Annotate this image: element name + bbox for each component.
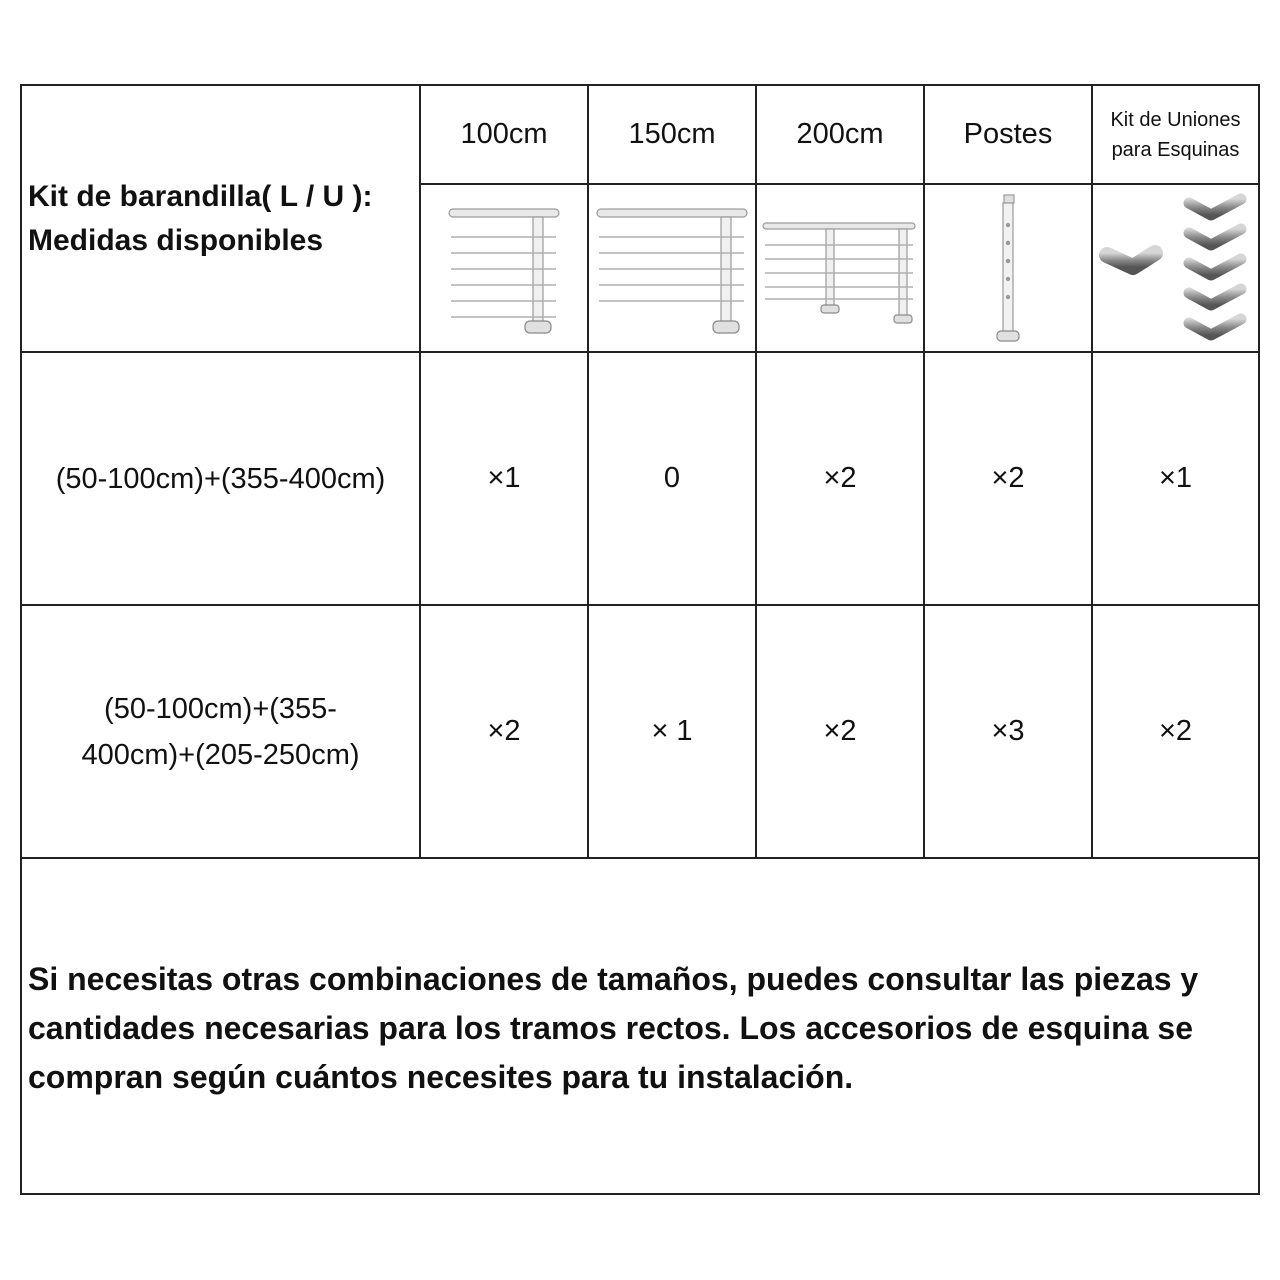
footer-note-line: cantidades necesarias para los tramos rectos. Los accesorios de esquina se <box>28 1010 1193 1046</box>
combination-text: (50-100cm)+(355- <box>104 692 337 725</box>
column-header-label: Postes <box>963 118 1053 150</box>
column-header-label: Kit de Uniones <box>1110 108 1241 131</box>
combination-text: (50-100cm)+(355-400cm) <box>55 462 386 495</box>
quantity-value: ×2 <box>823 715 857 747</box>
table-cell <box>589 606 755 857</box>
table-title <box>28 175 372 263</box>
railing-150cm-image <box>589 185 755 351</box>
footer-note <box>28 955 1248 1102</box>
divider <box>20 857 1260 859</box>
quantity-value: 0 <box>663 462 681 494</box>
table-cell <box>757 606 923 857</box>
column-header-200cm <box>757 86 923 183</box>
footer-note-line: Si necesitas otras combinaciones de tamaños, puedes consultar las piezas y <box>28 961 1199 997</box>
table-title-line: Kit de barandilla( L / U ): <box>28 180 373 213</box>
table-cell <box>421 606 587 857</box>
railing-200cm-icon <box>757 185 923 351</box>
column-header-label: 200cm <box>796 118 884 150</box>
corner-joint-icon <box>1093 185 1258 351</box>
table-cell <box>925 606 1091 857</box>
post-icon <box>925 185 1091 351</box>
quantity-value: ×1 <box>487 462 521 494</box>
quantity-value: ×2 <box>1158 715 1193 747</box>
quantity-value: ×3 <box>991 715 1025 747</box>
table-title-line: Medidas disponibles <box>28 224 324 257</box>
table-cell <box>925 353 1091 604</box>
railing-150cm-icon <box>589 185 755 351</box>
quantity-value: ×2 <box>487 715 521 747</box>
quantity-value: ×1 <box>1158 462 1193 494</box>
table-cell <box>421 353 587 604</box>
table-cell <box>757 353 923 604</box>
railing-100cm-image <box>421 185 587 351</box>
corner-joint-image <box>1093 185 1258 351</box>
railing-200cm-image <box>757 185 923 351</box>
table-row-1-combination <box>22 353 419 604</box>
column-header-100cm <box>421 86 587 183</box>
column-header-150cm <box>589 86 755 183</box>
table-cell <box>589 353 755 604</box>
post-image <box>925 185 1091 351</box>
column-header-label: para Esquinas <box>1111 138 1240 161</box>
column-header-corner-kit <box>1093 86 1258 183</box>
footer-note-line: compran según cuántos necesites para tu instalación. <box>28 1059 854 1095</box>
column-header-label: 150cm <box>628 118 716 150</box>
quantity-value: ×2 <box>823 462 857 494</box>
column-header-label: 100cm <box>460 118 548 150</box>
column-header-postes <box>925 86 1091 183</box>
quantity-value: × 1 <box>651 715 693 747</box>
table-cell <box>1093 606 1258 857</box>
combination-text: 400cm)+(205-250cm) <box>81 738 360 771</box>
quantity-value: ×2 <box>991 462 1025 494</box>
table-cell <box>1093 353 1258 604</box>
railing-100cm-icon <box>421 185 587 351</box>
table-row-2-combination <box>22 606 419 857</box>
